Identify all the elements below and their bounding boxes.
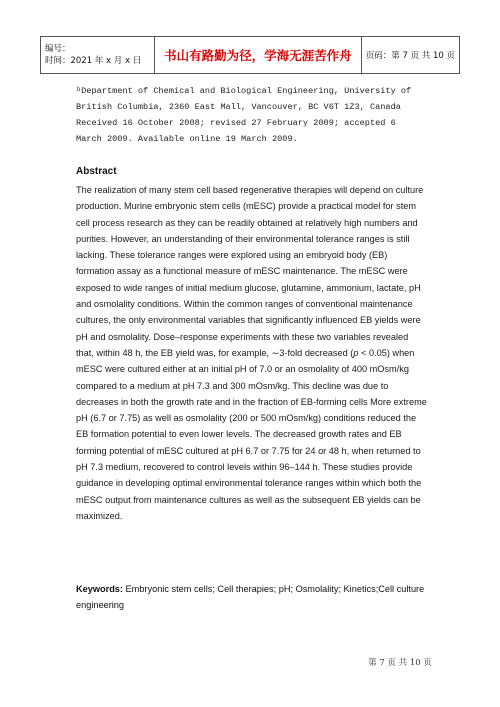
time-label: 时间：2021 年 x 月 x 日: [45, 56, 142, 66]
footer-page-number: 第 7 页 共 10 页: [368, 658, 432, 668]
received-dates-line: Received 16 October 2008; revised 27 February 2009; accepted 6: [76, 118, 396, 128]
page-footer: [0, 656, 500, 668]
id-label: 编号：: [45, 44, 71, 54]
header-motto: 书山有路勤为径，学海无涯苦作舟: [154, 37, 361, 74]
abstract-heading: Abstract: [76, 166, 117, 177]
keywords-text: Embryonic stem cells; Cell therapies; pH; Osmolality; Kinetics;Cell culture engineering: [76, 584, 425, 611]
keywords-label: Keywords:: [76, 584, 123, 594]
p-value-symbol: p: [353, 347, 359, 358]
header-meta: [41, 37, 155, 74]
affiliation-block: [76, 83, 436, 147]
abstract-text-part: < 0.05) when mESC were cultured either at an initial pH of 7.0 or an osmolality of 400 mOsm/kg compared to a medium at pH 7.3 and 300 mOsm/kg. This decline was due to decreases in both the growth rate and in the fraction of EB-forming cells More extreme pH (6.7 or 7.75) as well as osmolality (200 or 500 mOsm/kg) conditions reduced the EB formation potential to even lower levels. The decreased growth rates and EB forming potential of mESC cultured at pH 6.7 or 7.75 for 24 or 48 h, when returned to pH 7.3 medium, recovered to control levels within 96–144 h. These studies provide guidance in developing optimal environmental tolerance ranges within which both the mESC output from maintenance cultures as well as the subsequent EB yields can be maximized.: [76, 347, 427, 521]
affiliation-line: British Columbia, 2360 East Mall, Vancouver, BC V6T 1Z3, Canada: [76, 102, 401, 112]
header-page-number: 页码：第 7 页 共 10 页: [361, 37, 459, 74]
keywords: [76, 581, 428, 614]
affiliation-line: ᵇDepartment of Chemical and Biological Engineering, University of: [76, 86, 412, 96]
page-header: [40, 36, 460, 74]
abstract-text-part: The realization of many stem cell based regenerative therapies will depend on culture production. Murine embryonic stem cells (mESC) provide a practical model for stem cell process research as they can be readily obtained at relatively high numbers and purities. However, an understanding of their environmental tolerance ranges is still lacking. These tolerance ranges were explored using an embryoid body (EB) formation assay as a functional measure of mESC maintenance. The mESC were exposed to wide ranges of initial medium glucose, glutamine, ammonium, lactate, pH and osmolality conditions. Within the common ranges of conventional maintenance cultures, the only environmental variables that significantly influenced EB yields were pH and osmolality. Dose–response experiments with these two variables revealed that, within 48 h, the EB yield was, for example, ∼3-fold decreased (: [76, 185, 424, 358]
abstract-text: [76, 182, 428, 524]
received-dates-line: March 2009. Available online 19 March 2009.: [76, 134, 298, 144]
